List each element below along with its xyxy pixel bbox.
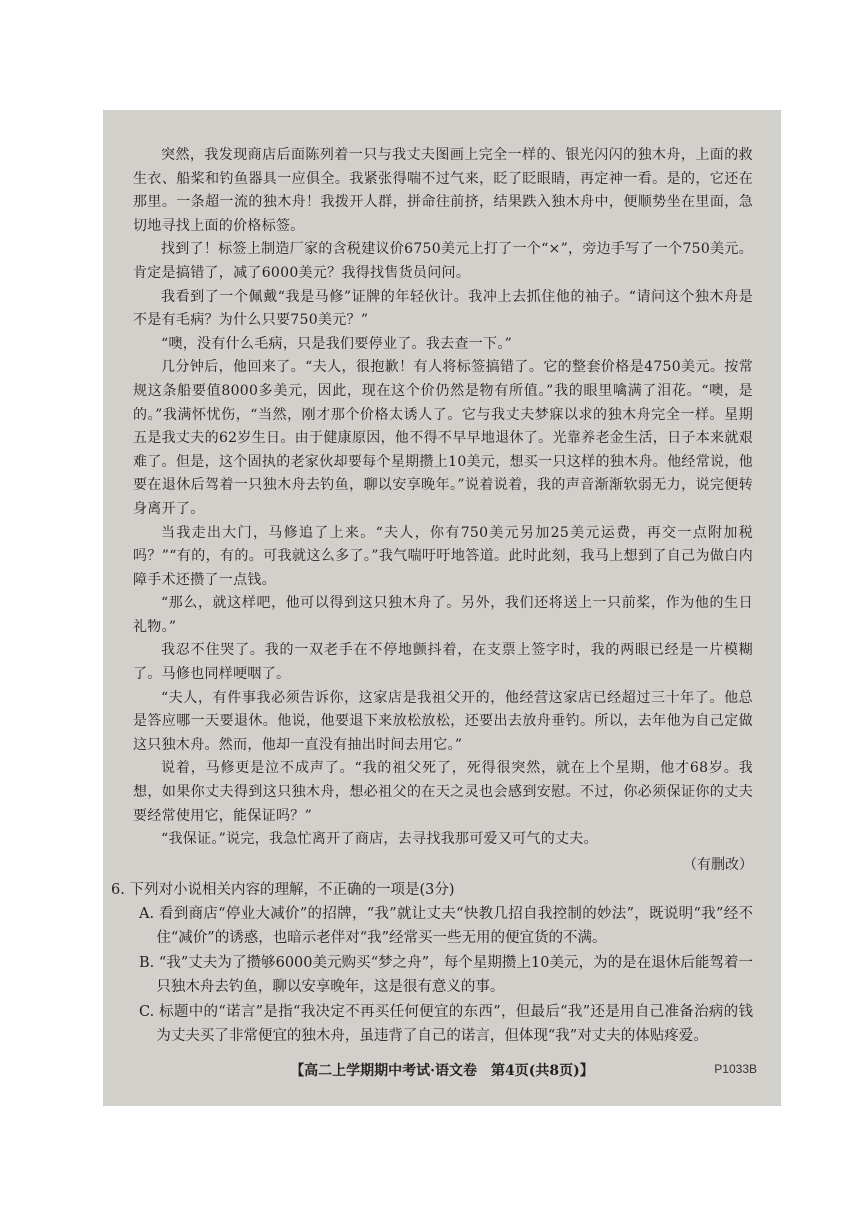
source-note: （有删改） [683,856,753,873]
story-paragraph: “夫人，有件事我必须告诉你，这家店是我祖父开的，他经营这家店已经超过三十年了。他总是答应哪一天要退休。他说，他要退下来放松放松，还要出去放舟垂钓。所以，去年他为自己定做这只独木舟。然而，他却一直没有抽出时间去用它。” [133,689,753,753]
story-paragraph: 找到了！标签上制造厂家的含税建议价6750美元上打了一个“×”，旁边手写了一个750美元。肯定是搞错了，减了6000美元？我得找售货员问问。 [133,241,753,281]
story-paragraph: “那么，就这样吧，他可以得到这只独木舟了。另外，我们还将送上一只前桨，作为他的生日礼物。” [133,595,753,635]
paper-code: P1033B [714,1062,757,1076]
question-option-a: A. 看到商店“停业大减价”的招牌，“我”就让丈夫“快教几招自我控制的妙法”，既说明“我”经不住“减价”的诱惑，也暗示老伴对“我”经常买一些无用的便宜货的不满。 [139,905,753,947]
story-paragraph: 说着，马修更是泣不成声了。“我的祖父死了，死得很突然，就在上个星期，他才68岁。我想，如果你丈夫得到这只独木舟，想必祖父的在天之灵也会感到安慰。不过，你必须保证你的丈夫要经常使用它，能保证吗？” [133,760,753,824]
story-paragraph: 当我走出大门，马修追了上来。“夫人，你有750美元另加25美元运费，再交一点附加税吗？”“有的，有的。可我就这么多了。”我气喘吁吁地答道。此时此刻，我马上想到了自己为做白内障手术还攒了一点钱。 [133,524,753,588]
exam-footer-title: 【高二上学期期中考试·语文卷 第4页(共8页)】 [290,1063,594,1079]
story-paragraph: “我保证。”说完，我急忙离开了商店，去寻找我那可爱又可气的丈夫。 [161,831,598,848]
story-paragraph: 几分钟后，他回来了。“夫人，很抱歉！有人将标签搞错了。它的整套价格是4750美元。按常规这条船要值8000多美元，因此，现在这个价仍然是物有所值。”我的眼里噙满了泪花。“噢，是的。”我满怀忧伤，“当然，刚才那个价格太诱人了。它与我丈夫梦寐以求的独木舟完全一样。星期五是我丈夫的62岁生日。由于健康原因，他不得不早早地退休了。光靠养老金生活，日子本来就艰难了。但是，这个固执的老家伙却要每个星期攒上10美元，想买一只这样的独木舟。他经常说，他要在退休后驾着一只独木舟去钓鱼，聊以安享晚年。”说着说着，我的声音渐渐软弱无力，说完便转身离开了。 [133,359,753,517]
story-paragraph: 我忍不住哭了。我的一双老手在不停地颤抖着，在支票上签字时，我的两眼已经是一片模糊了。马修也同样哽咽了。 [133,642,753,683]
question-option-c: C. 标题中的“诺言”是指“我决定不再买任何便宜的东西”，但最后“我”还是用自己准备治病的钱为丈夫买了非常便宜的独木舟，虽违背了自己的诺言，但体现“我”对丈夫的体贴疼爱。 [139,1003,753,1045]
question-option-b: B. “我”丈夫为了攒够6000美元购买“梦之舟”，每个星期攒上10美元，为的是在退休后能驾着一只独木舟去钓鱼，聊以安享晚年，这是很有意义的事。 [139,954,753,996]
question-stem: 6. 下列对小说相关内容的理解，不正确的一项是(3分) [111,881,455,898]
story-paragraph: 突然，我发现商店后面陈列着一只与我丈夫图画上完全一样的、银光闪闪的独木舟，上面的救生衣、船桨和钓鱼器具一应俱全。我紧张得喘不过气来，眨了眨眼睛，再定神一看。是的，它还在那里。一条超一流的独木舟！我拨开人群，拼命往前挤，结果跌入独木舟中，便顺势坐在里面，急切地寻找上面的价格标签。 [133,147,753,234]
story-paragraph: “噢，没有什么毛病，只是我们要停业了。我去查一下。” [161,335,513,352]
exam-page [103,110,781,1106]
story-paragraph: 我看到了一个佩戴“我是马修”证牌的年轻伙计。我冲上去抓住他的袖子。“请问这个独木舟是不是有毛病？为什么只要750美元？” [133,288,753,329]
page-footer [103,1060,781,1080]
